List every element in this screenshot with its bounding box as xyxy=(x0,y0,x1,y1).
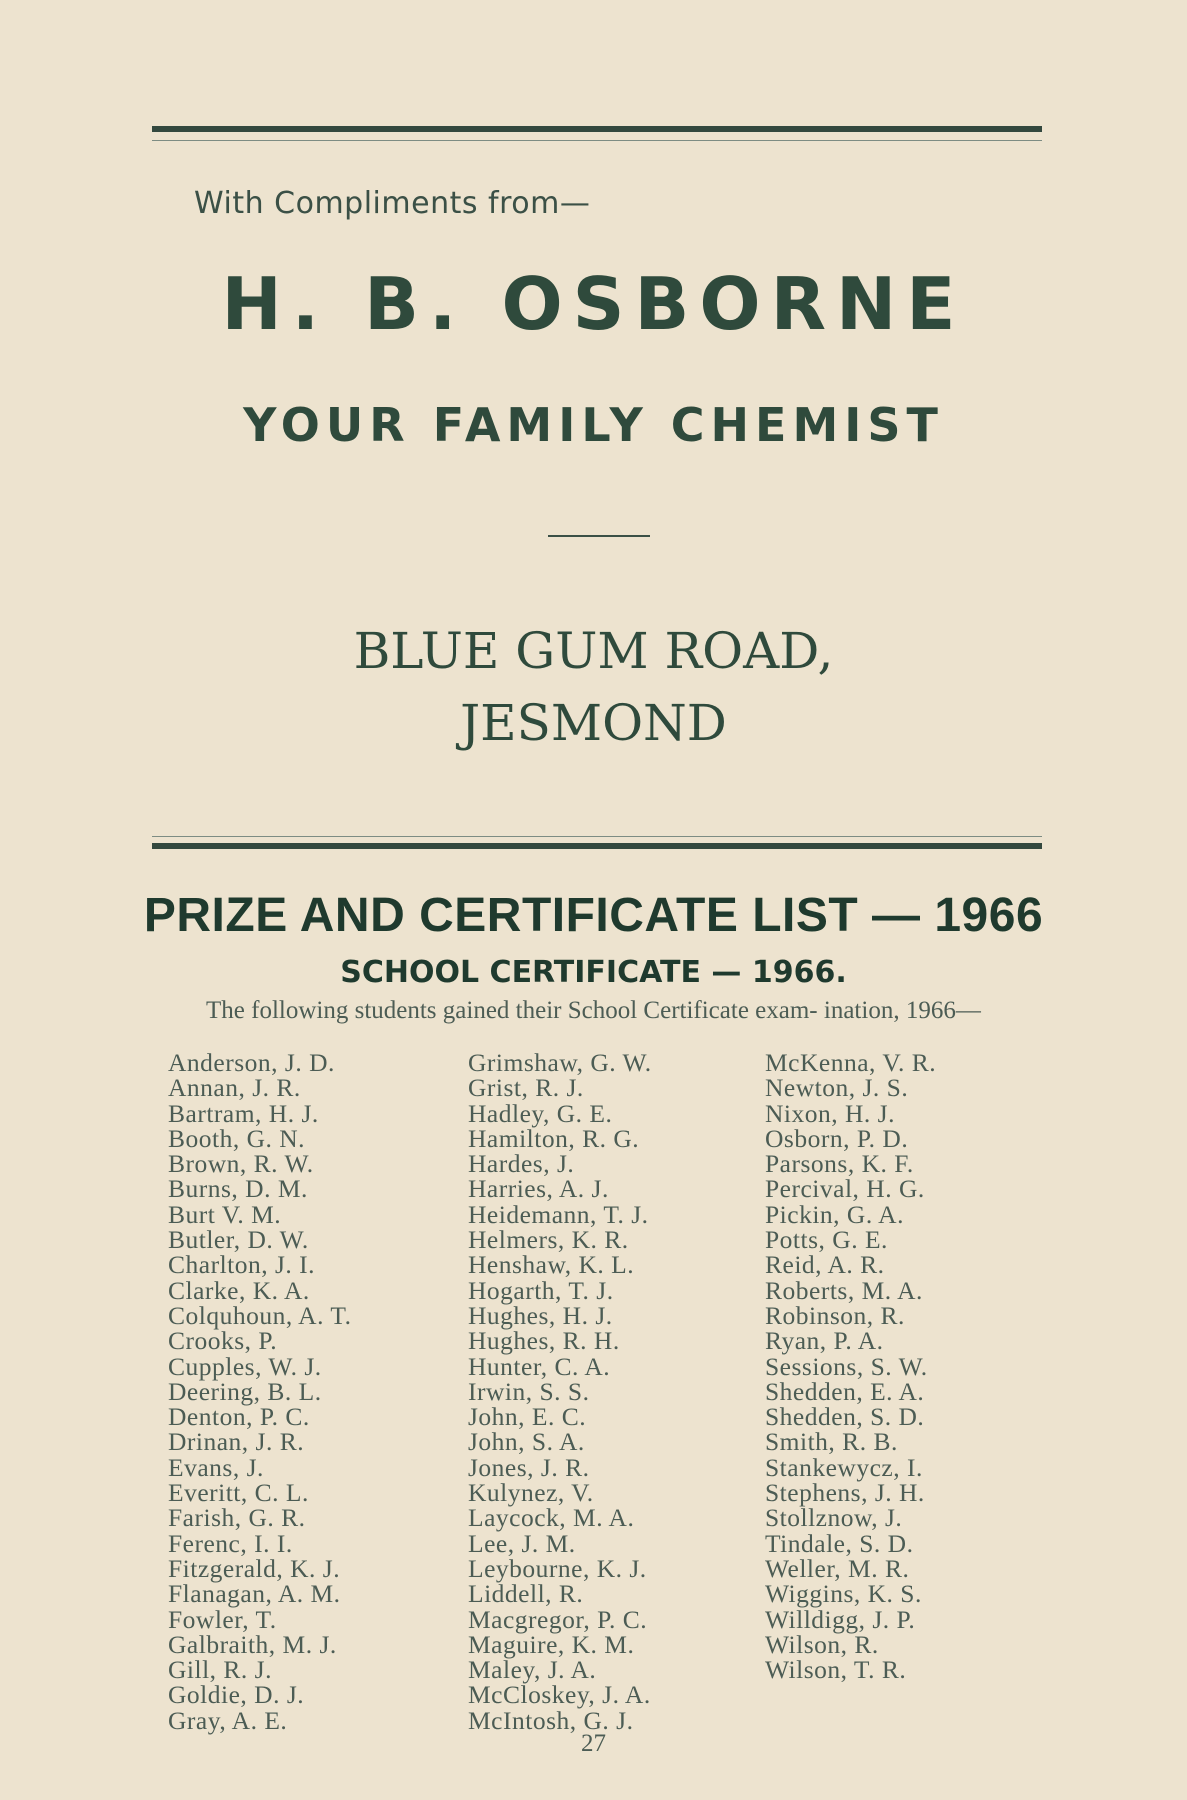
student-name: Fitzgerald, K. J. xyxy=(168,1553,341,1583)
student-name: McCloskey, J. A. xyxy=(468,1680,651,1710)
student-name: Heidemann, T. J. xyxy=(468,1199,649,1229)
middle-thin-rule xyxy=(152,836,1042,837)
student-name: Gill, R. J. xyxy=(168,1655,272,1685)
names-column-3 xyxy=(765,1048,937,1685)
student-name: Willdigg, J. P. xyxy=(765,1604,916,1634)
student-name: Gray, A. E. xyxy=(168,1705,288,1735)
student-name: Brown, R. W. xyxy=(168,1149,314,1179)
student-name: Farish, G. R. xyxy=(168,1503,306,1533)
student-name: Booth, G. N. xyxy=(168,1123,306,1153)
student-name: Grist, R. J. xyxy=(468,1073,584,1103)
student-name: Grimshaw, G. W. xyxy=(468,1048,652,1077)
student-name: Hogarth, T. J. xyxy=(468,1275,614,1305)
student-name: Wiggins, K. S. xyxy=(765,1579,922,1609)
student-name: Deering, B. L. xyxy=(168,1376,322,1406)
student-name: Stollznow, J. xyxy=(765,1503,903,1533)
student-name: Charlton, J. I. xyxy=(168,1250,316,1280)
student-name: Denton, P. C. xyxy=(168,1402,310,1432)
compliments-line: With Compliments from— xyxy=(194,186,591,221)
student-name: Sessions, S. W. xyxy=(765,1351,928,1381)
student-name: Osborn, P. D. xyxy=(765,1123,909,1153)
section-heading: SCHOOL CERTIFICATE — 1966. xyxy=(340,955,847,990)
student-name: Kulynez, V. xyxy=(468,1478,594,1508)
top-thick-rule xyxy=(152,126,1042,132)
student-name: Reid, A. R. xyxy=(765,1250,885,1280)
divider-short xyxy=(548,535,650,537)
student-name: Annan, J. R. xyxy=(168,1073,301,1103)
student-name: Liddell, R. xyxy=(468,1579,584,1609)
student-name: Irwin, S. S. xyxy=(468,1376,590,1406)
student-name: Hughes, R. H. xyxy=(468,1326,620,1356)
student-name: Wilson, T. R. xyxy=(765,1655,907,1685)
student-name: Butler, D. W. xyxy=(168,1225,309,1255)
student-name: Ferenc, I. I. xyxy=(168,1528,293,1558)
student-name: Lee, J. M. xyxy=(468,1528,576,1558)
student-name: Jones, J. R. xyxy=(468,1452,590,1482)
student-name: Helmers, K. R. xyxy=(468,1225,629,1255)
student-name: Hamilton, R. G. xyxy=(468,1123,640,1153)
student-name: Robinson, R. xyxy=(765,1300,905,1330)
student-name: Maley, J. A. xyxy=(468,1655,597,1685)
student-name: Crooks, P. xyxy=(168,1326,278,1356)
student-name: Harries, A. J. xyxy=(468,1174,609,1204)
top-thin-rule xyxy=(152,140,1042,141)
student-name: Galbraith, M. J. xyxy=(168,1629,337,1659)
page-number: 27 xyxy=(581,1730,606,1757)
student-name: Hunter, C. A. xyxy=(468,1351,611,1381)
student-name: Clarke, K. A. xyxy=(168,1275,310,1305)
student-name: Flanagan, A. M. xyxy=(168,1579,341,1609)
student-name: Goldie, D. J. xyxy=(168,1680,305,1710)
student-name: Evans, J. xyxy=(168,1452,264,1482)
student-name: Pickin, G. A. xyxy=(765,1199,904,1229)
student-name: Everitt, C. L. xyxy=(168,1478,309,1508)
student-name: Potts, G. E. xyxy=(765,1225,888,1255)
student-name: Parsons, K. F. xyxy=(765,1149,914,1179)
student-name: Hughes, H. J. xyxy=(468,1300,613,1330)
student-name: Wilson, R. xyxy=(765,1629,879,1659)
student-name: Shedden, S. D. xyxy=(765,1402,925,1432)
student-name: Roberts, M. A. xyxy=(765,1275,923,1305)
student-name: Bartram, H. J. xyxy=(168,1098,319,1128)
student-name: Cupples, W. J. xyxy=(168,1351,322,1381)
student-name: Shedden, E. A. xyxy=(765,1376,925,1406)
student-name: John, S. A. xyxy=(468,1427,585,1457)
student-name: Burns, D. M. xyxy=(168,1174,308,1204)
student-name: Smith, R. B. xyxy=(765,1427,898,1457)
intro-paragraph: The following students gained their School Certificate exam- ination, 1966— xyxy=(206,997,981,1024)
student-name: Hadley, G. E. xyxy=(468,1098,613,1128)
student-name: Burt V. M. xyxy=(168,1199,282,1229)
names-column-1 xyxy=(168,1050,351,1733)
student-name: Fowler, T. xyxy=(168,1604,277,1634)
middle-thick-rule xyxy=(152,843,1042,849)
address-line2: JESMOND xyxy=(460,694,727,752)
business-name: H. B. OSBORNE xyxy=(221,262,966,346)
student-name: Anderson, J. D. xyxy=(168,1048,335,1077)
student-name: Newton, J. S. xyxy=(765,1073,909,1103)
student-name: Macgregor, P. C. xyxy=(468,1604,648,1634)
student-name: Drinan, J. R. xyxy=(168,1427,305,1457)
student-name: Weller, M. R. xyxy=(765,1553,910,1583)
student-name: Laycock, M. A. xyxy=(468,1503,635,1533)
student-name: Nixon, H. J. xyxy=(765,1098,895,1128)
student-name: Hardes, J. xyxy=(468,1149,575,1179)
address-line1: BLUE GUM ROAD, xyxy=(353,622,834,680)
student-name: Maguire, K. M. xyxy=(468,1629,635,1659)
business-tagline: YOUR FAMILY CHEMIST xyxy=(243,398,944,452)
student-name: Percival, H. G. xyxy=(765,1174,925,1204)
student-name: McKenna, V. R. xyxy=(765,1048,937,1077)
student-name: Stankewycz, I. xyxy=(765,1452,923,1482)
student-name: John, E. C. xyxy=(468,1402,587,1432)
prize-list-title: PRIZE AND CERTIFICATE LIST — 1966 xyxy=(143,889,1044,942)
names-column-2 xyxy=(468,1050,652,1733)
student-name: Stephens, J. H. xyxy=(765,1478,925,1508)
student-name: Tindale, S. D. xyxy=(765,1528,914,1558)
student-name: Colquhoun, A. T. xyxy=(168,1300,352,1330)
student-name: Henshaw, K. L. xyxy=(468,1250,635,1280)
student-name: Leybourne, K. J. xyxy=(468,1553,647,1583)
student-name: Ryan, P. A. xyxy=(765,1326,884,1356)
student-name: McIntosh, G. J. xyxy=(468,1705,634,1735)
